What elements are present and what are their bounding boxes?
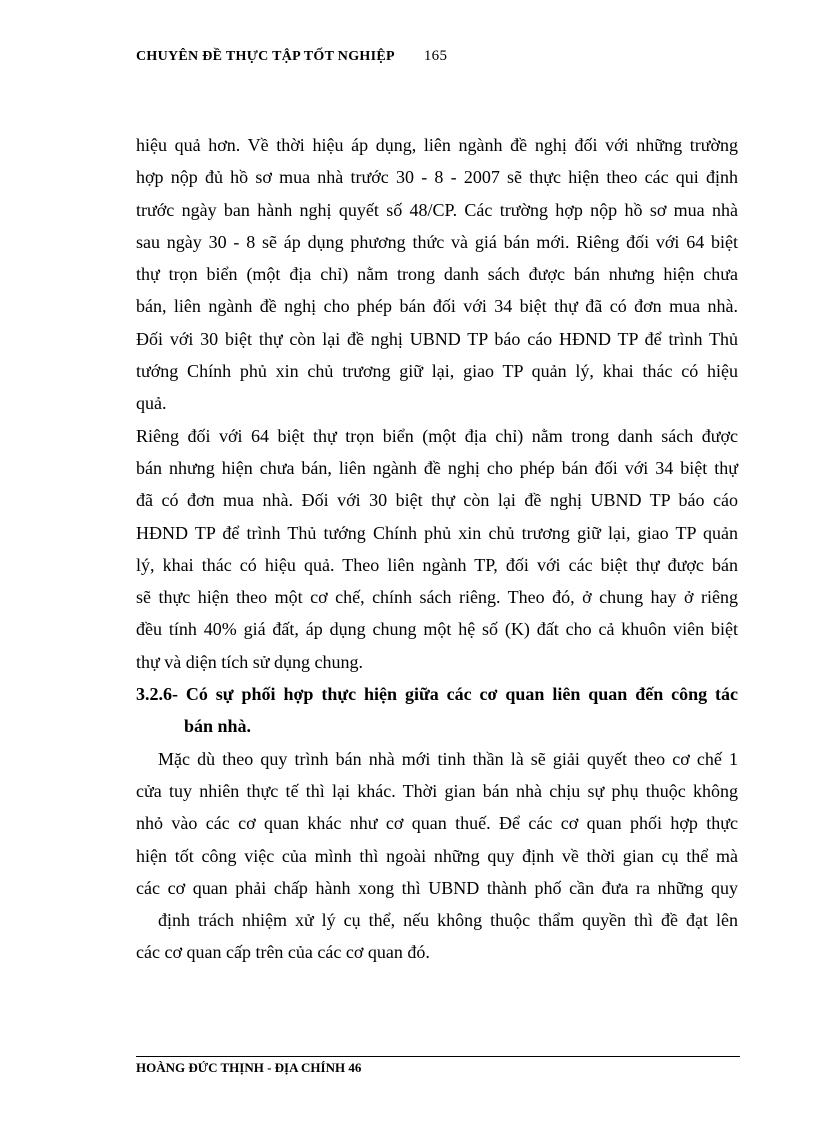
text-line: Riêng đối với 64 biệt thự trọn biển (một địa chỉ) nằm trong danh sách được (136, 425, 738, 446)
text-line: Đối với 30 biệt thự còn lại đề nghị UBND TP báo cáo HĐND TP để trình Thủ (136, 328, 738, 349)
text-line: quả. (136, 393, 167, 414)
page-number: 165 (423, 48, 448, 64)
text-line: đã có đơn mua nhà. Đối với 30 biệt thự còn lại đề nghị UBND TP báo cáo (136, 490, 738, 511)
document-body (136, 129, 738, 969)
text-line: sau ngày 30 - 8 sẽ áp dụng phương thức và giá bán mới. Riêng đối với 64 biệt (136, 231, 738, 252)
text-line: tướng Chính phủ xin chủ trương giữ lại, giao TP quản lý, khai thác có hiệu (136, 361, 738, 382)
text-line: sẽ thực hiện theo một cơ chế, chính sách riêng. Theo đó, ở chung hay ở riêng (136, 587, 738, 608)
text-line: Mặc dù theo quy trình bán nhà mới tinh thần là sẽ giải quyết theo cơ chế 1 (158, 748, 738, 769)
text-line: cửa tuy nhiên thực tế thì lại khác. Thời gian bán nhà chịu sự phụ thuộc không (136, 780, 738, 801)
header-title: CHUYÊN ĐỀ THỰC TẬP TỐT NGHIỆP (136, 49, 395, 64)
text-line: các cơ quan cấp trên của các cơ quan đó. (136, 942, 430, 963)
text-line: đều tính 40% giá đất, áp dụng chung một hệ số (K) đất cho cả khuôn viên biệt (136, 619, 738, 640)
text-line: hợp nộp đủ hồ sơ mua nhà trước 30 - 8 - 2007 sẽ thực hiện theo các qui định (136, 167, 738, 188)
text-line: HĐND TP để trình Thủ tướng Chính phủ xin chủ trương giữ lại, giao TP quản (136, 522, 738, 543)
text-line: định trách nhiệm xử lý cụ thể, nếu không thuộc thẩm quyền thì đề đạt lên (158, 910, 738, 931)
text-line: nhỏ vào các cơ quan khác như cơ quan thuế. Để các cơ quan phối hợp thực (136, 813, 738, 834)
text-line: bán, liên ngành đề nghị cho phép bán đối với 34 biệt thự đã có đơn mua nhà. (136, 296, 738, 317)
section-heading: 3.2.6- Có sự phối hợp thực hiện giữa các cơ quan liên quan đến công tác (136, 684, 738, 705)
text-line: thự trọn biển (một địa chỉ) nằm trong danh sách được bán nhưng hiện chưa (136, 264, 738, 285)
text-line: bán nhưng hiện chưa bán, liên ngành đề nghị cho phép bán đối với 34 biệt thự (136, 457, 738, 478)
text-line: các cơ quan phải chấp hành xong thì UBND thành phố cần đưa ra những quy (136, 877, 738, 898)
text-line: thự và diện tích sử dụng chung. (136, 651, 363, 672)
page-footer: HOÀNG ĐỨC THỊNH - ĐỊA CHÍNH 46 (136, 1060, 362, 1075)
page-header (136, 48, 447, 65)
text-line: hiện tốt công việc của mình thì ngoài những quy định về thời gian cụ thể mà (136, 845, 738, 866)
footer-divider (136, 1056, 740, 1057)
text-line: trước ngày ban hành nghị quyết số 48/CP. Các trường hợp nộp hồ sơ mua nhà (136, 199, 738, 220)
text-line: lý, khai thác có hiệu quả. Theo liên ngành TP, đối với các biệt thự được bán (136, 554, 738, 575)
section-heading-continuation: bán nhà. (184, 716, 252, 737)
text-line: hiệu quả hơn. Về thời hiệu áp dụng, liên ngành đề nghị đối với những trường (136, 135, 738, 155)
